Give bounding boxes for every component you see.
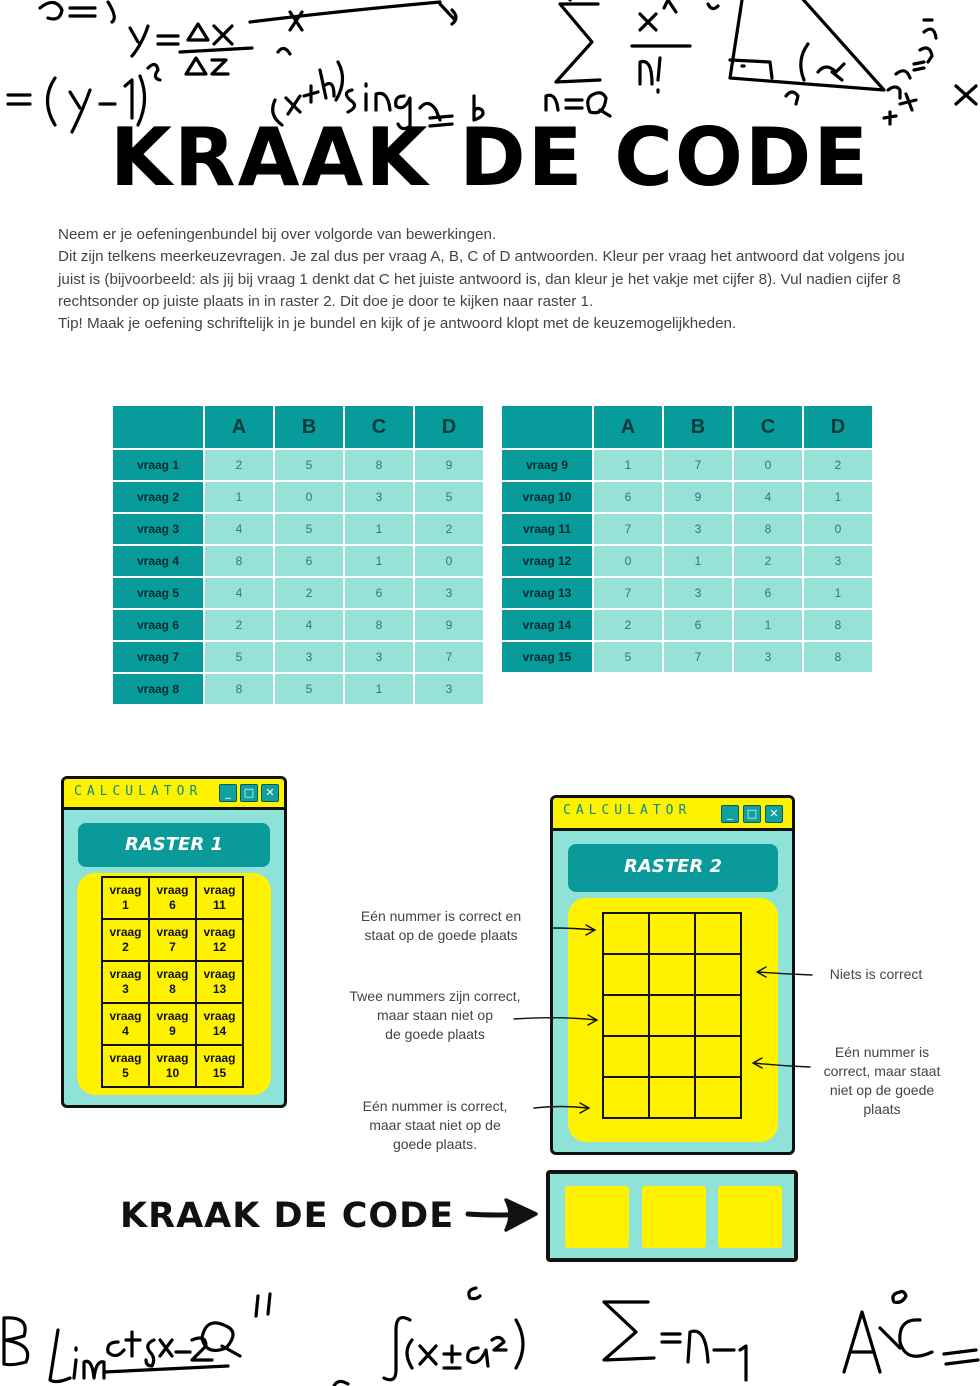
code-input-box xyxy=(546,1170,798,1262)
cell-word: vraag xyxy=(203,883,236,897)
answer-cell[interactable]: 1 xyxy=(594,450,662,480)
hint-line: Eén nummer is correct, xyxy=(362,1098,508,1114)
header-a: A xyxy=(594,406,662,448)
minimize-icon[interactable]: _ xyxy=(721,805,739,823)
hint-line: maar staan niet op xyxy=(377,1007,493,1023)
calculator-label: CALCULATOR xyxy=(74,784,203,799)
hint-line: correct, maar staat xyxy=(823,1063,941,1079)
cell-number: 4 xyxy=(122,1024,129,1038)
answer-cell[interactable]: 5 xyxy=(275,450,343,480)
answer-cell[interactable]: 2 xyxy=(594,610,662,640)
header-d: D xyxy=(415,406,483,448)
code-arrow-head-icon xyxy=(506,1200,536,1230)
question-label: vraag 14 xyxy=(502,610,592,640)
answer-cell[interactable]: 3 xyxy=(734,642,802,672)
answer-cell[interactable]: 3 xyxy=(804,546,872,576)
answer-cell[interactable]: 8 xyxy=(804,642,872,672)
answer-cell[interactable]: 7 xyxy=(664,642,732,672)
cell-number: 11 xyxy=(213,898,226,912)
cell-word: vraag xyxy=(203,925,236,939)
question-label: vraag 8 xyxy=(113,674,203,704)
arrow-icon xyxy=(514,1015,597,1025)
answer-cell[interactable]: 1 xyxy=(345,674,413,704)
question-label: vraag 9 xyxy=(502,450,592,480)
answer-cell[interactable]: 5 xyxy=(205,642,273,672)
answer-cell[interactable]: 0 xyxy=(415,546,483,576)
page-title: KRAAK DE CODE xyxy=(110,111,870,204)
answer-cell[interactable]: 1 xyxy=(345,514,413,544)
hint-line: plaats xyxy=(863,1101,901,1117)
arrow-icon xyxy=(753,1058,810,1068)
answer-cell[interactable]: 1 xyxy=(804,578,872,608)
cell-number: 1 xyxy=(122,898,129,912)
answer-cell[interactable]: 3 xyxy=(275,642,343,672)
cell-number: 12 xyxy=(212,940,227,954)
question-label: vraag 13 xyxy=(502,578,592,608)
instruction-tip: Tip! Maak je oefening schriftelijk in je bundel en kijk of je antwoord klopt met de keuzemogelijkheden. xyxy=(58,315,737,333)
hint-line: Niets is correct xyxy=(829,966,923,982)
question-label: vraag 1 xyxy=(113,450,203,480)
cell-number: 6 xyxy=(169,898,176,912)
cell-word: vraag xyxy=(109,1009,142,1023)
cell-word: vraag xyxy=(203,1009,236,1023)
answer-cell[interactable]: 0 xyxy=(734,450,802,480)
answer-cell[interactable]: 0 xyxy=(275,482,343,512)
cell-word: vraag xyxy=(203,1051,236,1065)
answer-cell[interactable]: 2 xyxy=(734,546,802,576)
header-a: A xyxy=(205,406,273,448)
answer-cell[interactable]: 2 xyxy=(804,450,872,480)
answer-cell[interactable]: 8 xyxy=(804,610,872,640)
answer-cell[interactable]: 3 xyxy=(415,578,483,608)
code-digit-slot-3[interactable] xyxy=(718,1186,782,1248)
cell-number: 14 xyxy=(212,1024,227,1038)
hint-line: de goede plaats xyxy=(385,1026,485,1042)
instruction-line-1: Neem er je oefeningenbundel bij over volgorde van bewerkingen. xyxy=(58,226,497,243)
cell-number: 7 xyxy=(169,940,176,954)
cell-number: 10 xyxy=(165,1066,180,1080)
hint-line: Eén nummer is correct en xyxy=(360,908,522,924)
answer-cell[interactable]: 5 xyxy=(275,514,343,544)
question-label: vraag 6 xyxy=(113,610,203,640)
answer-cell[interactable]: 6 xyxy=(275,546,343,576)
answer-cell[interactable]: 5 xyxy=(275,674,343,704)
cell-word: vraag xyxy=(156,883,189,897)
answer-cell[interactable]: 6 xyxy=(664,610,732,640)
question-label: vraag 10 xyxy=(502,482,592,512)
cell-word: vraag xyxy=(156,967,189,981)
hint-line: staat op de goede plaats xyxy=(364,927,518,943)
hint-line: Eén nummer is xyxy=(834,1044,930,1060)
answer-cell[interactable]: 2 xyxy=(275,578,343,608)
answer-cell[interactable]: 4 xyxy=(734,482,802,512)
answer-cell[interactable]: 1 xyxy=(804,482,872,512)
answer-cell[interactable]: 9 xyxy=(664,482,732,512)
answer-cell[interactable]: 3 xyxy=(664,514,732,544)
code-digit-slot-2[interactable] xyxy=(642,1186,706,1248)
question-label: vraag 3 xyxy=(113,514,203,544)
question-label: vraag 7 xyxy=(113,642,203,672)
header-c: C xyxy=(734,406,802,448)
minimize-icon[interactable]: _ xyxy=(219,784,237,802)
question-label: vraag 15 xyxy=(502,642,592,672)
hint-line: Twee nummers zijn correct, xyxy=(349,988,521,1004)
header-b: B xyxy=(275,406,343,448)
cell-word: vraag xyxy=(203,967,236,981)
instruction-line-2: Dit zijn telkens meerkeuzevragen. Je zal dus per vraag A, B, C of D antwoorden. Kleur per vraag het antwoord dat volgens jou juist is (bijvoorbeeld: als jij bij vraag 1 denkt dat C het juiste antwoord is, dan kleur je het vakje met cijfer 8). Vul nadien cijfer 8 rechtsonder op juiste plaats in in raster 2. Dit doe je door te kijken naar raster 1. xyxy=(58,248,905,310)
answer-cell[interactable]: 3 xyxy=(345,482,413,512)
question-label: vraag 12 xyxy=(502,546,592,576)
cell-number: 9 xyxy=(169,1024,176,1038)
raster-1-title: RASTER 1 xyxy=(125,834,223,855)
answer-cell[interactable]: 8 xyxy=(205,546,273,576)
hint-line: maar staat niet op de xyxy=(369,1117,501,1133)
header-d: D xyxy=(804,406,872,448)
raster-2-title: RASTER 2 xyxy=(624,856,722,877)
cell-number: 3 xyxy=(122,982,129,996)
answer-cell[interactable]: 6 xyxy=(594,482,662,512)
hint-line: goede plaats. xyxy=(392,1136,478,1152)
cell-word: vraag xyxy=(109,925,142,939)
answer-cell[interactable]: 6 xyxy=(734,578,802,608)
answer-cell[interactable]: 2 xyxy=(205,450,273,480)
answer-cell[interactable]: 4 xyxy=(205,514,273,544)
answer-cell[interactable]: 3 xyxy=(345,642,413,672)
cell-word: vraag xyxy=(109,967,142,981)
answer-cell[interactable]: 6 xyxy=(345,578,413,608)
answer-cell[interactable]: 4 xyxy=(205,578,273,608)
maximize-icon[interactable]: □ xyxy=(240,784,258,802)
answer-cell[interactable]: 9 xyxy=(415,610,483,640)
close-icon[interactable]: ✕ xyxy=(765,805,783,823)
answer-cell[interactable]: 7 xyxy=(594,578,662,608)
answer-cell[interactable]: 7 xyxy=(415,642,483,672)
cell-number: 8 xyxy=(169,982,176,996)
answer-cell[interactable]: 1 xyxy=(734,610,802,640)
answer-cell[interactable]: 5 xyxy=(594,642,662,672)
cell-number: 5 xyxy=(122,1066,129,1080)
hint-line: niet op de goede xyxy=(829,1082,935,1098)
answer-cell[interactable]: 5 xyxy=(415,482,483,512)
answer-cell[interactable]: 8 xyxy=(734,514,802,544)
question-label: vraag 11 xyxy=(502,514,592,544)
answer-cell[interactable]: 7 xyxy=(664,450,732,480)
cell-word: vraag xyxy=(109,883,142,897)
answer-cell[interactable]: 0 xyxy=(594,546,662,576)
answer-cell[interactable]: 3 xyxy=(415,674,483,704)
question-label: vraag 4 xyxy=(113,546,203,576)
question-label: vraag 5 xyxy=(113,578,203,608)
cell-number: 15 xyxy=(212,1066,227,1080)
header-b: B xyxy=(664,406,732,448)
answer-cell[interactable]: 4 xyxy=(275,610,343,640)
code-digit-slot-1[interactable] xyxy=(565,1186,629,1248)
arrow-icon xyxy=(534,1103,589,1113)
calculator-label: CALCULATOR xyxy=(563,803,692,818)
cell-number: 2 xyxy=(122,940,129,954)
cell-word: vraag xyxy=(156,1051,189,1065)
crack-code-label: KRAAK DE CODE xyxy=(120,1196,455,1236)
cell-word: vraag xyxy=(156,1009,189,1023)
answer-cell[interactable]: 3 xyxy=(664,578,732,608)
answer-cell[interactable]: 2 xyxy=(415,514,483,544)
answer-cell[interactable]: 8 xyxy=(345,610,413,640)
answer-cell[interactable]: 1 xyxy=(345,546,413,576)
answer-cell[interactable]: 0 xyxy=(804,514,872,544)
cell-number: 13 xyxy=(212,982,227,996)
answer-cell[interactable]: 2 xyxy=(205,610,273,640)
answer-cell[interactable]: 7 xyxy=(594,514,662,544)
answer-cell[interactable]: 1 xyxy=(205,482,273,512)
cell-word: vraag xyxy=(156,925,189,939)
header-c: C xyxy=(345,406,413,448)
maximize-icon[interactable]: □ xyxy=(743,805,761,823)
close-icon[interactable]: ✕ xyxy=(261,784,279,802)
answer-cell[interactable]: 9 xyxy=(415,450,483,480)
answer-cell[interactable]: 1 xyxy=(664,546,732,576)
answer-cell[interactable]: 8 xyxy=(345,450,413,480)
cell-word: vraag xyxy=(109,1051,142,1065)
question-label: vraag 2 xyxy=(113,482,203,512)
answer-cell[interactable]: 8 xyxy=(205,674,273,704)
arrow-icon xyxy=(757,967,812,977)
arrow-icon xyxy=(553,925,595,935)
